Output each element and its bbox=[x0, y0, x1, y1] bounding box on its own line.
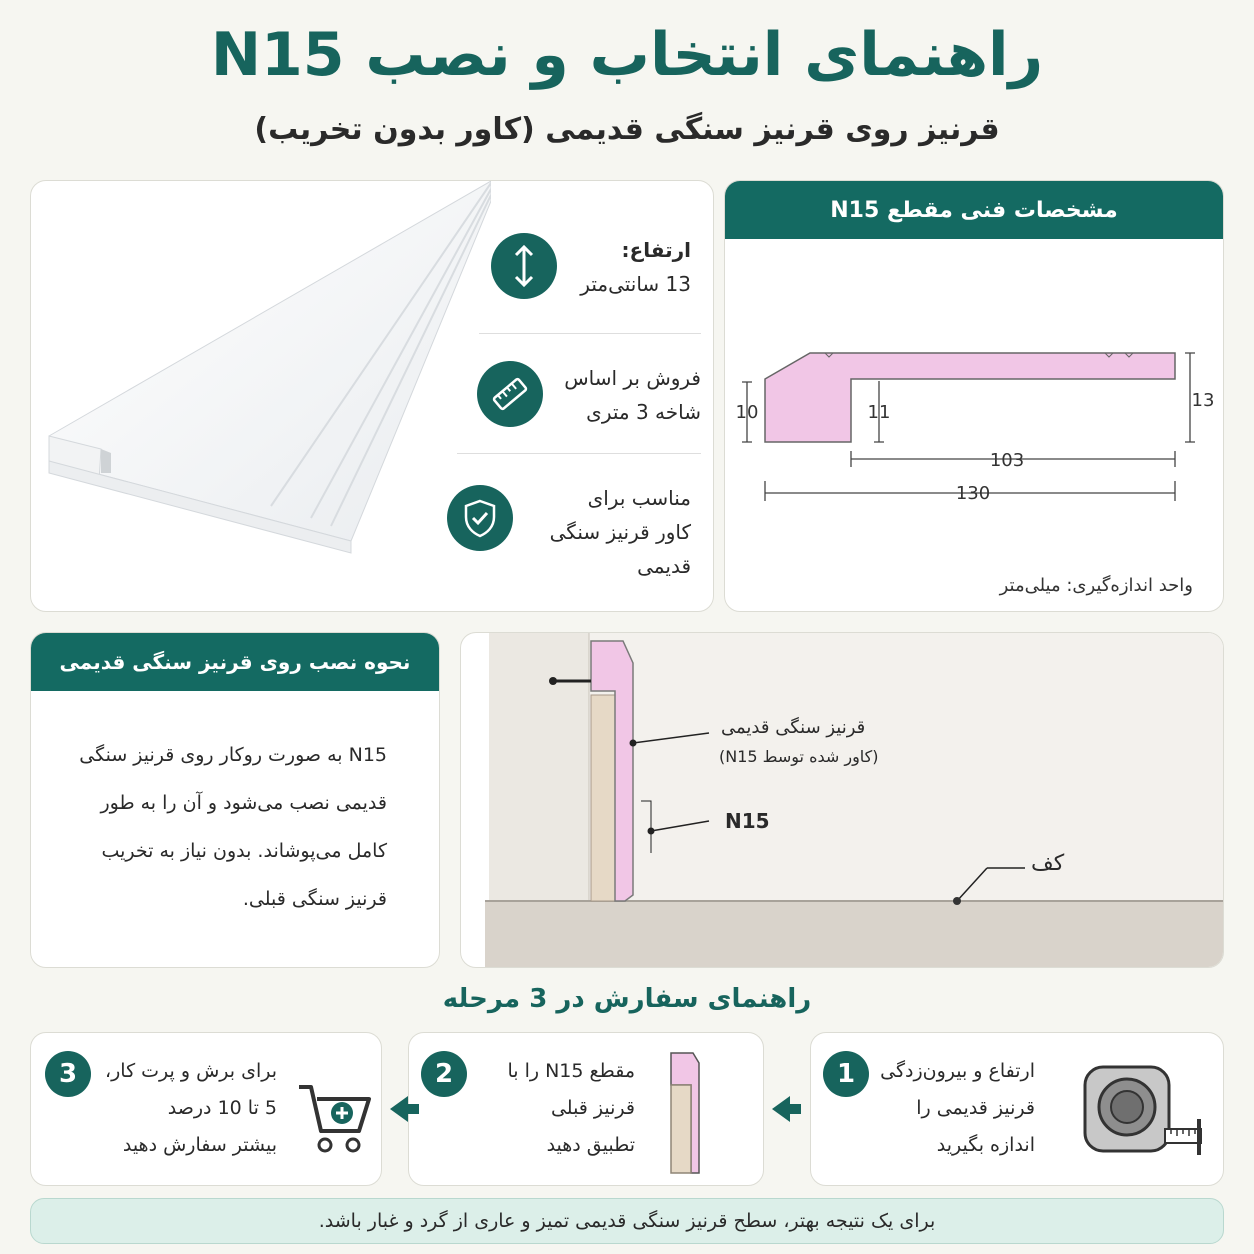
dim-inner-height: 11 bbox=[867, 402, 891, 423]
feature-sale-line2: شاخه 3 متری bbox=[586, 400, 701, 424]
label-old-stone: قرنیز سنگی قدیمی bbox=[721, 717, 866, 738]
page-subtitle: قرنیز روی قرنیز سنگی قدیمی (کاور بدون تخریب) bbox=[254, 112, 1000, 147]
dim-total-width: 130 bbox=[955, 483, 991, 504]
label-old-stone-note: (کاور شده توسط N15) bbox=[719, 747, 879, 766]
feature-height-label: ارتفاع: bbox=[621, 238, 691, 262]
install-card bbox=[30, 632, 440, 968]
profile-section-icon bbox=[665, 1051, 713, 1175]
page-title: راهنمای انتخاب و نصب N15 bbox=[210, 20, 1044, 90]
feature-suitable-line2: کاور قرنیز سنگی bbox=[549, 520, 691, 544]
step-card-2 bbox=[408, 1032, 764, 1186]
unit-note: واحد اندازه‌گیری: میلی‌متر bbox=[999, 575, 1193, 596]
feature-suitable-line1: مناسب برای bbox=[587, 486, 691, 510]
step-number-3: 3 bbox=[45, 1051, 91, 1097]
cart-plus-icon bbox=[295, 1081, 375, 1155]
old-stone-baseboard bbox=[591, 695, 615, 901]
step-text-1: ارتفاع و بیرون‌زدگی قرنیز قدیمی را اندازه بگیرید bbox=[880, 1060, 1035, 1156]
feature-suitable-line3: قدیمی bbox=[637, 554, 691, 578]
height-arrow-icon bbox=[491, 233, 557, 299]
install-description: N15 به صورت روکار روی قرنیز سنگی قدیمی نصب می‌شود و آن را به طور کامل می‌پوشاند. بدون نیاز به تخریب قرنیز سنگی قبلی. bbox=[79, 744, 387, 910]
dim-total-height: 13 bbox=[1191, 390, 1215, 411]
install-diagram-card bbox=[460, 632, 1224, 968]
step-number-1: 1 bbox=[823, 1051, 869, 1097]
shield-check-icon bbox=[447, 485, 513, 551]
feature-height-value: 13 سانتی‌متر bbox=[580, 272, 691, 296]
install-diagram bbox=[461, 633, 1224, 968]
label-n15: N15 bbox=[725, 809, 770, 833]
profile-section-drawing bbox=[725, 331, 1224, 511]
feature-divider bbox=[479, 333, 701, 334]
specs-title: مشخصات فنی مقطع N15 bbox=[725, 181, 1223, 239]
dim-inner-width: 103 bbox=[989, 450, 1025, 471]
label-floor: کف bbox=[1031, 851, 1065, 876]
step-text-2: مقطع N15 را با قرنیز قبلی تطبیق دهید bbox=[507, 1060, 635, 1156]
tape-measure-icon bbox=[1077, 1059, 1207, 1163]
ruler-icon bbox=[477, 361, 543, 427]
footer-tip: برای یک نتیجه بهتر، سطح قرنیز سنگی قدیمی تمیز و عاری از گرد و غبار باشد. bbox=[30, 1198, 1224, 1244]
step-card-1 bbox=[810, 1032, 1224, 1186]
feature-sale bbox=[537, 361, 701, 429]
step-card-3 bbox=[30, 1032, 382, 1186]
steps-title: راهنمای سفارش در 3 مرحله bbox=[442, 984, 812, 1014]
install-title: نحوه نصب روی قرنیز سنگی قدیمی bbox=[31, 633, 439, 691]
dim-left-height: 10 bbox=[735, 402, 759, 423]
feature-divider bbox=[457, 453, 701, 454]
feature-suitable bbox=[507, 481, 691, 583]
step-number-2: 2 bbox=[421, 1051, 467, 1097]
product-card bbox=[30, 180, 714, 612]
step-text-3: برای برش و پرت کار، 5 تا 10 درصد بیشتر سفارش دهید bbox=[104, 1060, 277, 1156]
feature-height bbox=[551, 233, 691, 301]
specs-card bbox=[724, 180, 1224, 612]
feature-sale-line1: فروش بر اساس bbox=[564, 366, 701, 390]
product-image bbox=[31, 181, 491, 612]
